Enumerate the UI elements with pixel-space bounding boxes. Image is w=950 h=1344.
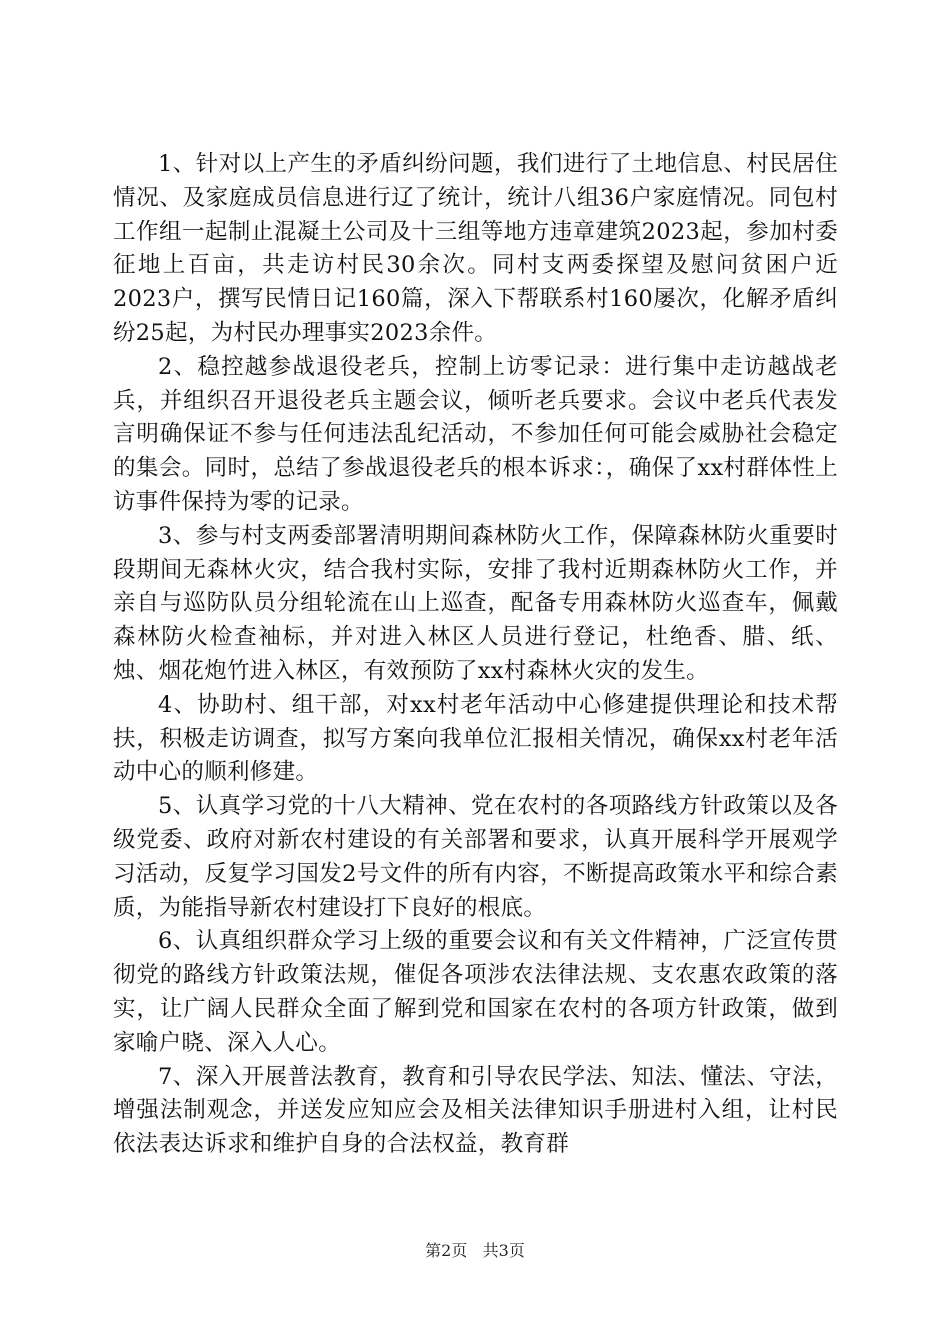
- page-total: 共3页: [482, 1241, 525, 1260]
- page-number: 第2页: [425, 1241, 468, 1260]
- paragraph-3: 3、参与村支两委部署清明期间森林防火工作，保障森林防火重要时段期间无森林火灾，结合我村实际，安排了我村近期森林防火工作，并亲自与巡防队员分组轮流在山上巡查，配备专用森林防火巡查车，佩戴森林防火检查袖标，并对进入林区人员进行登记，杜绝香、腊、纸、烛、烟花炮竹进入林区，有效预防了xx村森林火灾的发生。: [113, 522, 838, 684]
- document-body: [113, 148, 838, 1162]
- page-footer: [0, 1241, 950, 1261]
- paragraph-7: 7、深入开展普法教育，教育和引导农民学法、知法、懂法、守法，增强法制观念，并送发应知应会及相关法律知识手册进村入组，让村民依法表达诉求和维护自身的合法权益，教育群: [113, 1063, 838, 1158]
- paragraph-1: 1、针对以上产生的矛盾纠纷问题，我们进行了土地信息、村民居住情况、及家庭成员信息进行辽了统计，统计八组36户家庭情况。同包村工作组一起制止混凝土公司及十三组等地方违章建筑2023起，参加村委征地上百亩，共走访村民30余次。同村支两委探望及慰问贫困户近2023户，撰写民情日记160篇，深入下帮联系村160屡次，化解矛盾纠纷25起，为村民办理事实2023余件。: [113, 151, 838, 346]
- paragraph-4: 4、协助村、组干部，对xx村老年活动中心修建提供理论和技术帮扶，积极走访调查，拟写方案向我单位汇报相关情况，确保xx村老年活动中心的顺利修建。: [113, 691, 838, 786]
- paragraph-2: 2、稳控越参战退役老兵，控制上访零记录：进行集中走访越战老兵，并组织召开退役老兵主题会议，倾听老兵要求。会议中老兵代表发言明确保证不参与任何违法乱纪活动，不参加任何可能会威胁社会稳定的集会。同时，总结了参战退役老兵的根本诉求：，确保了xx村群体性上访事件保持为零的记录。: [113, 353, 838, 515]
- paragraph-6: 6、认真组织群众学习上级的重要会议和有关文件精神，广泛宣传贯彻党的路线方针政策法规，催促各项涉农法律法规、支农惠农政策的落实，让广阔人民群众全面了解到党和国家在农村的各项方针政策，做到家喻户晓、深入人心。: [113, 928, 838, 1056]
- paragraph-5: 5、认真学习党的十八大精神、党在农村的各项路线方针政策以及各级党委、政府对新农村建设的有关部署和要求，认真开展科学开展观学习活动，反复学习国发2号文件的所有内容，不断提高政策水平和综合素质，为能指导新农村建设打下良好的根底。: [113, 793, 838, 921]
